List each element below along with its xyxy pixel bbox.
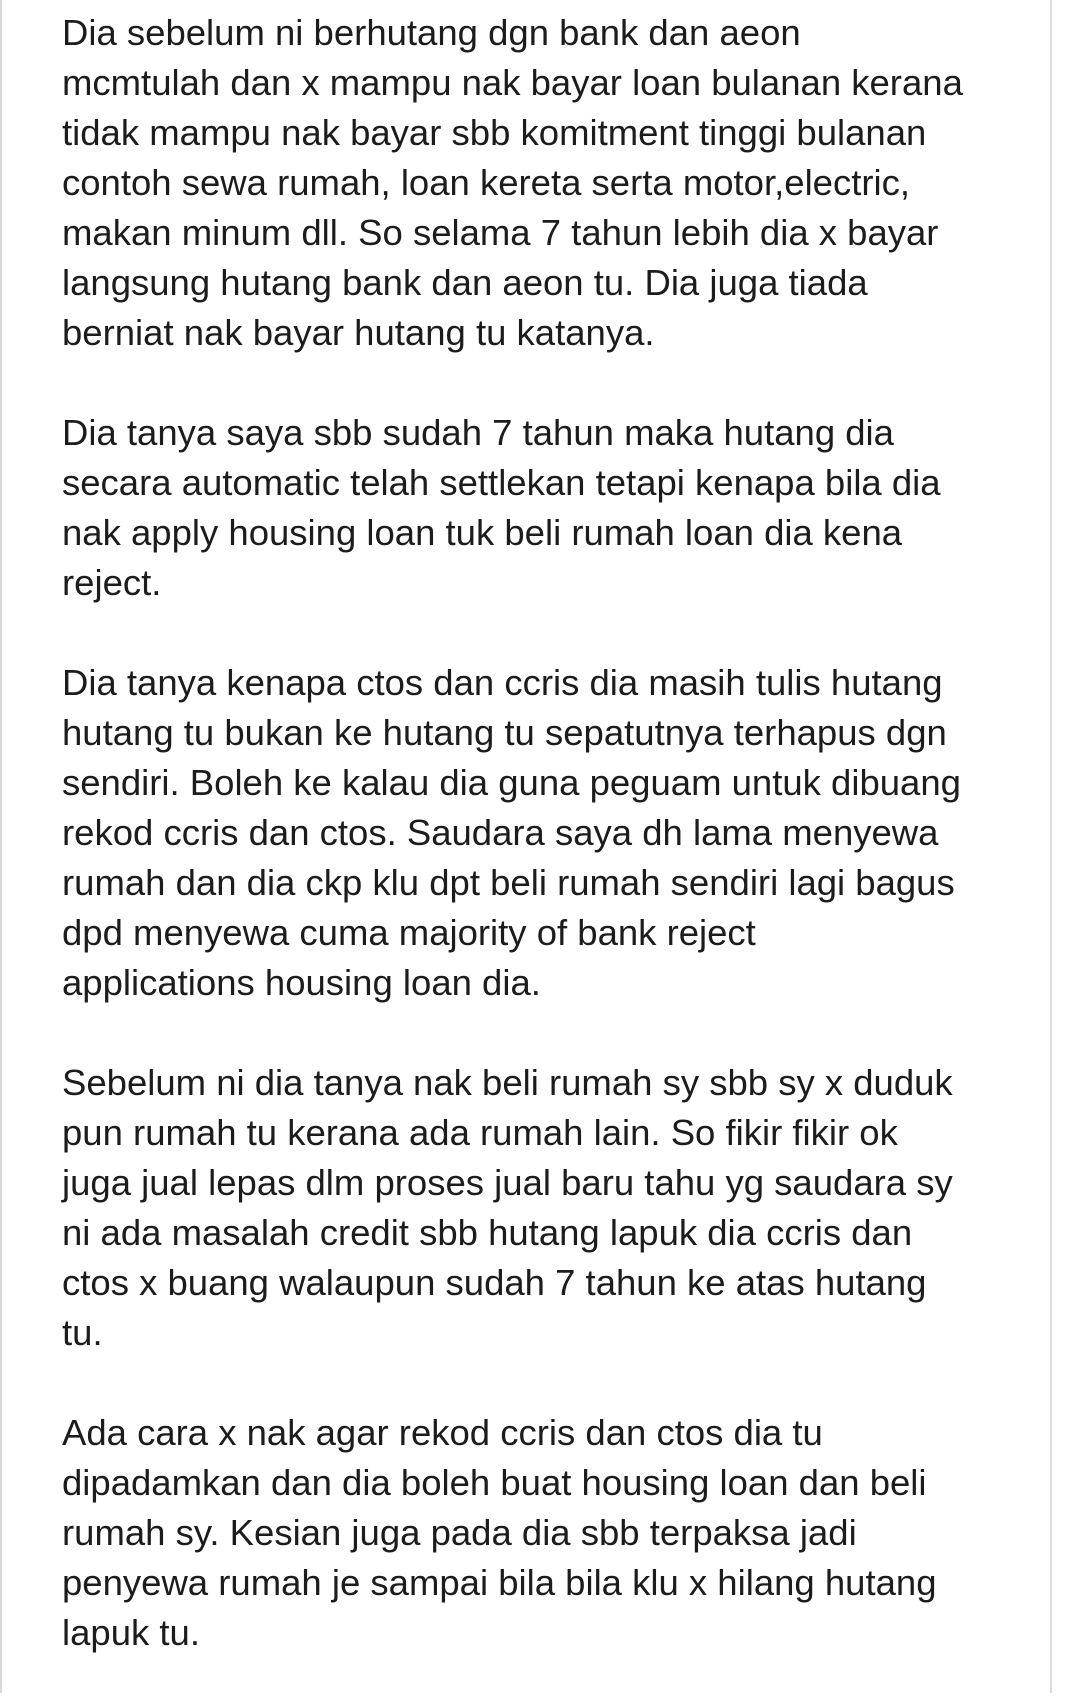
text-line: Dia sebelum ni berhutang dgn bank dan aeon xyxy=(62,12,801,53)
paragraph-2 xyxy=(62,408,1042,608)
text-line: contoh sewa rumah, loan kereta serta motor,electric, xyxy=(62,162,911,203)
text-line: rekod ccris dan ctos. Saudara saya dh lama menyewa xyxy=(62,812,939,853)
text-line: secara automatic telah settlekan tetapi kenapa bila dia xyxy=(62,462,941,503)
text-line: Dia tanya saya sbb sudah 7 tahun maka hutang dia xyxy=(62,412,894,453)
text-line: Dia tanya kenapa ctos dan ccris dia masih tulis hutang xyxy=(62,662,943,703)
paragraph-5 xyxy=(62,1408,1042,1658)
left-border xyxy=(0,0,2,1693)
text-line: mcmtulah dan x mampu nak bayar loan bulanan kerana xyxy=(62,62,963,103)
text-line: makan minum dll. So selama 7 tahun lebih dia x bayar xyxy=(62,212,939,253)
text-line: juga jual lepas dlm proses jual baru tahu yg saudara sy xyxy=(62,1162,953,1203)
text-line: penyewa rumah je sampai bila bila klu x hilang hutang xyxy=(62,1562,937,1603)
paragraph-1 xyxy=(62,8,1042,358)
text-line: reject. xyxy=(62,562,162,603)
text-line: hutang tu bukan ke hutang tu sepatutnya terhapus dgn xyxy=(62,712,947,753)
text-line: ni ada masalah credit sbb hutang lapuk dia ccris dan xyxy=(62,1212,913,1253)
right-border xyxy=(1050,0,1052,1693)
text-line: dpd menyewa cuma majority of bank reject xyxy=(62,912,756,953)
text-line: dipadamkan dan dia boleh buat housing loan dan beli xyxy=(62,1462,927,1503)
paragraph-3 xyxy=(62,658,1042,1008)
paragraph-4 xyxy=(62,1058,1042,1358)
text-line: sendiri. Boleh ke kalau dia guna peguam untuk dibuang xyxy=(62,762,961,803)
text-line: Sebelum ni dia tanya nak beli rumah sy sbb sy x duduk xyxy=(62,1062,953,1103)
post-body-text xyxy=(62,8,1042,1708)
text-line: tidak mampu nak bayar sbb komitment tinggi bulanan xyxy=(62,112,927,153)
text-line: rumah sy. Kesian juga pada dia sbb terpaksa jadi xyxy=(62,1512,857,1553)
text-line: berniat nak bayar hutang tu katanya. xyxy=(62,312,655,353)
text-line: pun rumah tu kerana ada rumah lain. So fikir fikir ok xyxy=(62,1112,898,1153)
text-line: applications housing loan dia. xyxy=(62,962,541,1003)
text-line: rumah dan dia ckp klu dpt beli rumah sendiri lagi bagus xyxy=(62,862,955,903)
text-line: langsung hutang bank dan aeon tu. Dia juga tiada xyxy=(62,262,868,303)
text-line: lapuk tu. xyxy=(62,1612,200,1653)
text-line: Ada cara x nak agar rekod ccris dan ctos dia tu xyxy=(62,1412,823,1453)
text-line: nak apply housing loan tuk beli rumah loan dia kena xyxy=(62,512,903,553)
text-line: ctos x buang walaupun sudah 7 tahun ke atas hutang xyxy=(62,1262,927,1303)
text-line: tu. xyxy=(62,1312,103,1353)
